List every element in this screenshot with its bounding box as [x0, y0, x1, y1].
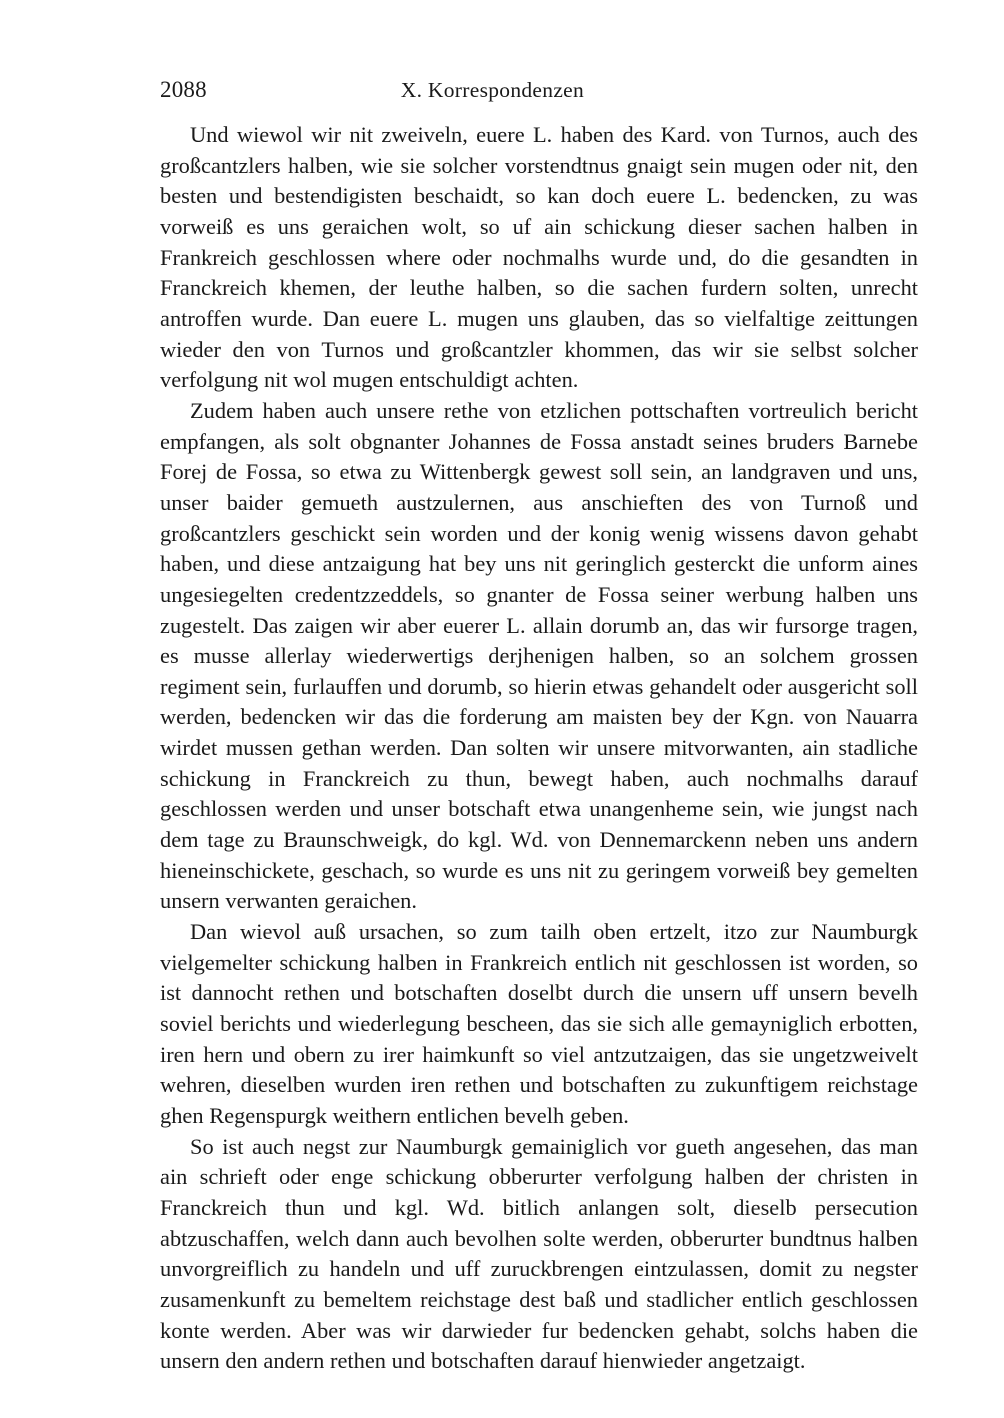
paragraph-1: Und wiewol wir nit zweiveln, euere L. haben des Kard. von Turnos, auch des großcantzlers halben, wie sie solcher vorstendtnus gnaigt sein mugen oder nit, den besten und bestendigisten beschaidt, so kan doch euere L. bedencken, zu was vorweiß es uns geraichen wolt, so uf ain schickung dieser sachen halben in Frankreich geschlossen where oder nochmalhs wurde und, do die gesandten in Franckreich khemen, der leuthe halben, so die sachen furdern solten, unrecht antroffen wurde. Dan euere L. mugen uns glauben, das so vielfaltige zeittungen wieder den von Turnos und großcantzler khommen, das wir sie selbst solcher verfolgung nit wol mugen entschuldigt achten.	[160, 122, 918, 393]
page-number: 2088	[160, 77, 207, 102]
paragraph-4: So ist auch negst zur Naumburgk gemainiglich vor gueth angesehen, das man ain schrieft oder enge schickung obberurter verfolgung halben der christen in Franckreich thun und kgl. Wd. bitlich anlangen solt, dieselb persecution abtzuschaffen, welch dann auch bevolhen solte werden, obberurter bundtnus halben unvorgreiflich zu handeln und uff zuruckbrengen eintzulassen, domit zu negster zusamenkunft zu bemeltem reichstage dest baß und stadlicher entlich geschlossen konte werden. Aber was wir darwieder fur bedencken gehabt, solchs haben die unsern den andern rethen und botschaften darauf hienwieder angetzaigt.	[160, 1133, 918, 1374]
paragraph-3: Dan wievol auß ursachen, so zum tailh oben ertzelt, itzo zur Naumburgk vielgemelter schickung halben in Frankreich entlich nit geschlossen ist worden, so ist dannocht rethen und botschaften doselbt durch die unsern uff unsern bevelh soviel berichts und wiederlegung bescheen, das sie sich alle gemayniglich erbotten, iren hern und obern zu irer haimkunft so viel antzutzaigen, das sie ungetzweivelt wehren, dieselben wurden iren rethen und botschaften zu zukunftigem reichstage ghen Regenspurgk weithern entlichen bevelh geben.	[160, 919, 918, 1128]
body-text-block	[160, 120, 918, 1377]
paragraph-2: Zudem haben auch unsere rethe von etzlichen pottschaften vortreulich bericht empfangen, als solt obgnanter Johannes de Fossa anstadt seines bruders Barnebe Forej de Fossa, so etwa zu Wittenbergk gewest soll sein, an landgraven und uns, unser baider gemueth austzulernen, aus anschieften des von Turnoß und großcantzlers geschickt sein worden und der konig wenig wissens davon gehabt haben, und diese antzaigung hat bey uns nit geringlich gesterckt die unform aines ungesiegelten credentzzeddels, so gnanter de Fossa seiner werbung halben uns zugestelt. Das zaigen wir aber euerer L. allain dorumb an, das wir fursorge tragen, es musse allerlay wiederwertigs derjhenigen halben, so an solchem grossen regiment sein, furlauffen und dorumb, so hierin etwas gehandelt oder ausgericht soll werden, bedencken wir das die forderung am maisten bey der Kgn. von Nauarra wirdet mussen gethan werden. Dan solten wir unsere mitvorwanten, ain stadliche schickung in Franckreich zu thun, bewegt haben, auch nochmalhs darauf geschlossen werden und unser botschaft etwa unangenheme sein, wie jungst nach dem tage zu Braunschweigk, do kgl. Wd. von Dennemarckenn neben uns andern hieneinschickete, geschach, so wurde es uns nit zu geringem vorweiß bey gemelten unsern verwanten geraichen.	[160, 397, 918, 914]
running-head-title: X. Korrespondenzen	[400, 78, 585, 102]
running-head	[160, 76, 918, 104]
